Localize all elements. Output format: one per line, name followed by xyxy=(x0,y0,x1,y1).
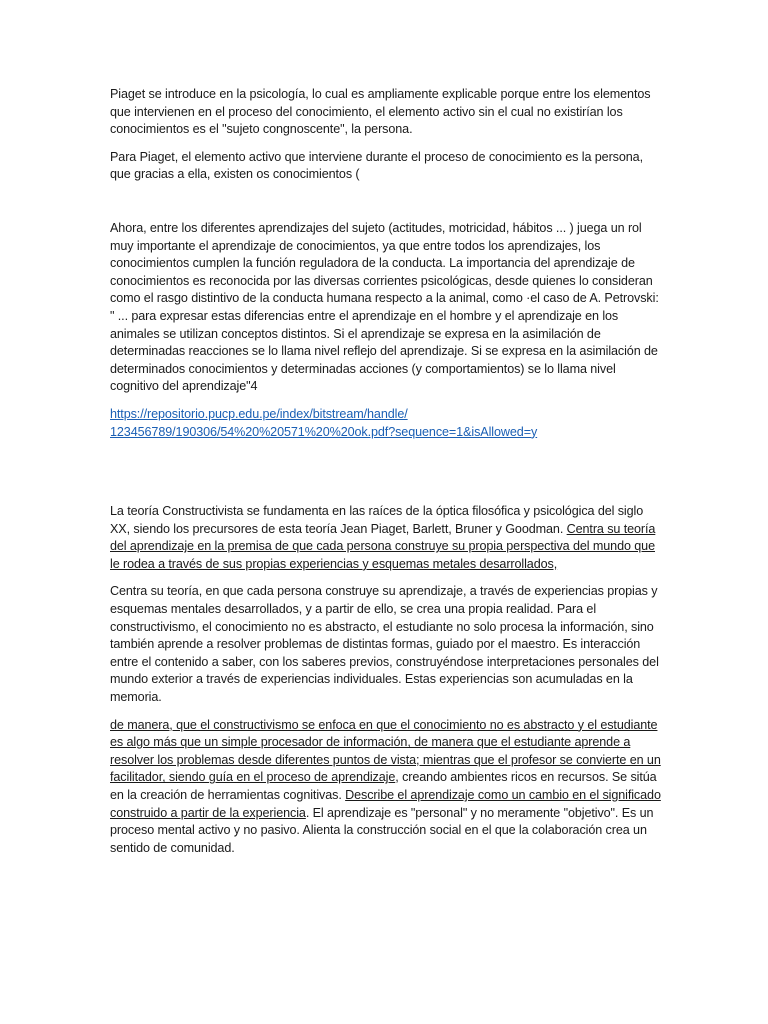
repository-link-line-1: https://repositorio.pucp.edu.pe/index/bitstream/handle/ xyxy=(110,406,408,421)
paragraph-piaget-intro: Piaget se introduce en la psicología, lo cual es ampliamente explicable porque entre los elementos que intervienen en el proceso del conocimiento, el elemento activo sin el cual no existirían los conocimientos es el "sujeto congnoscente", la persona. xyxy=(110,87,651,137)
constructivist-theory-underlined: Centra su teoría del aprendizaje en la premisa de que cada persona construye su propia perspectiva del mundo que le rodea a través de sus propias experiencias y esquemas metales desarrollados, xyxy=(110,521,656,571)
paragraph-piaget-active-element: Para Piaget, el elemento activo que interviene durante el proceso de conocimiento es la persona, que gracias a ella, existen os conocimientos ( xyxy=(110,149,643,182)
paragraph-constructivism-focus xyxy=(110,717,662,858)
repository-link-line-2: 123456789/190306/54%20%20571%20%20ok.pdf?sequence=1&isAllowed=y xyxy=(110,424,538,439)
paragraph-source-link xyxy=(110,406,662,441)
constructivism-focus-underlined-2: Describe el aprendizaje como un cambio en el significado construido a partir de la experiencia xyxy=(110,788,661,820)
paragraph-constructivism-learning: Centra su teoría, en que cada persona construye su aprendizaje, a través de experiencias propias y esquemas mentales desarrollados, y a partir de ello, se crea una propia realidad. Para el constructivismo, el conocimiento no es abstracto, el estudiante no solo procesa la información, sino también aprende a resolver problemas de distintas formas, guiado por el maestro. Es interacción entre el contenido a saber, con los saberes previos, construyéndose interpretaciones personales del mundo exterior a través de experiencias individuales. Estas experiencias son acumuladas en la memoria. xyxy=(110,584,659,705)
constructivism-focus-text-2: . El aprendizaje es "personal" y no meramente "objetivo". Es un proceso mental activo y no pasivo. Alienta la construcción social en el que la colaboración crea un sentido de comunidad. xyxy=(110,805,654,855)
constructivism-focus-underlined-1: de manera, que el constructivismo se enfoca en que el conocimiento no es abstracto y el estudiante es algo más que un simple procesador de información, de manera que el estudiante aprende a resolver los problemas desde diferentes puntos de vista; mientras que el profesor se convierte en un facilitador, siendo guía en el proceso de aprendizaje xyxy=(110,717,661,785)
paragraph-constructivist-theory xyxy=(110,503,662,573)
paragraph-learning-knowledge: Ahora, entre los diferentes aprendizajes del sujeto (actitudes, motricidad, hábitos ... ) juega un rol muy importante el aprendizaje de conocimientos, ya que entre todos los aprendizajes, los conocimientos cumplen la función reguladora de la conducta. La importancia del aprendizaje de conocimientos es reconocida por las diversas corrientes psicológicas, desde quienes lo consideran como el rasgo distintivo de la conducta humana respecto a la animal, como ·el caso de A. Petrovski: " ... para expresar estas diferencias entre el aprendizaje en el hombre y el aprendizaje en los animales se utilizan conceptos distintos. Si el aprendizaje se expresa en la asimilación de determinadas reacciones se lo llama nivel reflejo del aprendizaje. Si se expresa en la asimilación de determinados conocimientos y determinadas acciones (y comportamientos) se lo llama nivel cognitivo del aprendizaje"4 xyxy=(110,220,659,394)
repository-link[interactable] xyxy=(110,407,537,439)
constructivist-theory-text: La teoría Constructivista se fundamenta en las raíces de la óptica filosófica y psicológica del siglo XX, siendo los precursores de esta teoría Jean Piaget, Barlett, Bruner y Goodman. xyxy=(110,504,644,536)
constructivism-focus-text-1: , creando ambientes ricos en recursos. Se sitúa en la creación de herramientas cognitivas. xyxy=(110,770,657,802)
document-page xyxy=(110,86,662,857)
